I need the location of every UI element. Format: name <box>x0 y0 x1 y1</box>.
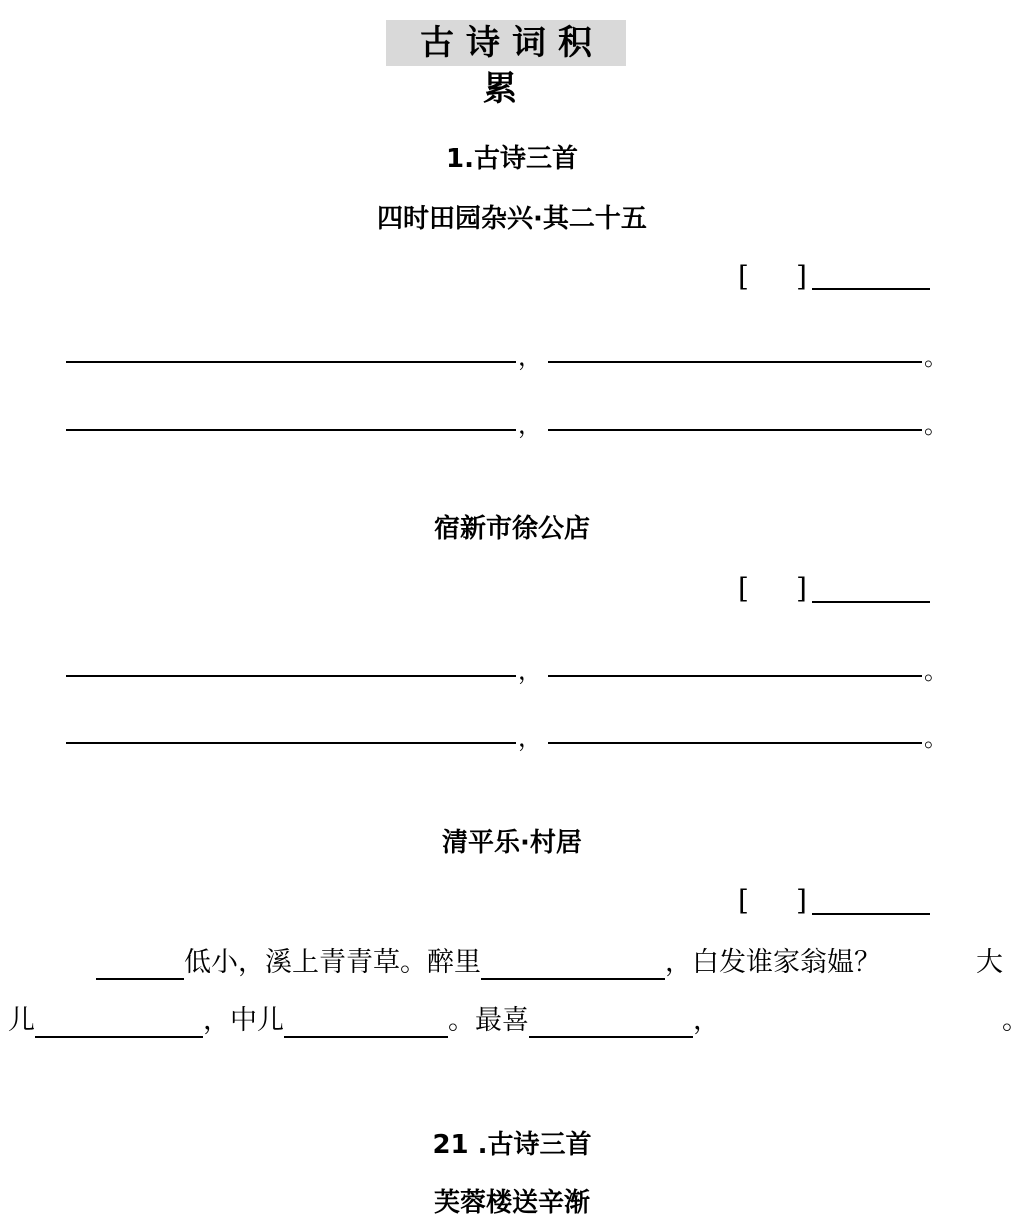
lesson-heading: 1.古诗三首 <box>446 144 578 174</box>
verse-blank[interactable] <box>548 429 922 431</box>
dynasty-bracket-close: ] <box>796 884 807 917</box>
dynasty-bracket-open: [ <box>738 572 749 605</box>
fill-text: 大 <box>976 947 1003 978</box>
author-blank[interactable] <box>812 913 930 915</box>
dynasty-bracket-open: [ <box>738 884 749 917</box>
fill-blank[interactable] <box>529 1008 693 1038</box>
fill-blank[interactable] <box>96 950 184 980</box>
poem-title: 宿新市徐公店 <box>433 514 590 544</box>
comma: ， <box>518 343 542 371</box>
author-blank[interactable] <box>812 288 930 290</box>
dynasty-bracket-close: ] <box>796 572 807 605</box>
fill-text: 低小，溪上青青草。醉里 <box>184 947 481 978</box>
period: 。 <box>924 657 948 685</box>
dynasty-bracket-open: [ <box>738 260 749 293</box>
verse-blank[interactable] <box>548 742 922 744</box>
verse-blank[interactable] <box>66 675 516 677</box>
fill-blank[interactable] <box>35 1008 203 1038</box>
fill-line-2 <box>8 1004 720 1038</box>
fill-text: 。 <box>1002 1005 1029 1036</box>
fill-text: ，白发谁家翁媪？ <box>665 947 881 978</box>
fill-text: ，中儿 <box>203 1005 284 1036</box>
lesson-heading: 21 .古诗三首 <box>432 1130 592 1160</box>
fill-text: 。最喜 <box>448 1005 529 1036</box>
poem-title: 四时田园杂兴·其二十五 <box>377 204 647 234</box>
author-blank[interactable] <box>812 601 930 603</box>
dynasty-bracket-close: ] <box>796 260 807 293</box>
comma: ， <box>518 411 542 439</box>
fill-text: ， <box>693 1005 720 1036</box>
verse-blank[interactable] <box>66 429 516 431</box>
period: 。 <box>924 724 948 752</box>
fill-text: 儿 <box>8 1005 35 1036</box>
comma: ， <box>518 724 542 752</box>
poem-title: 清平乐·村居 <box>442 828 582 858</box>
period: 。 <box>924 411 948 439</box>
verse-blank[interactable] <box>66 742 516 744</box>
page-title: 古诗词积累 <box>386 20 626 66</box>
fill-line-1 <box>96 946 881 980</box>
fill-blank[interactable] <box>284 1008 448 1038</box>
verse-blank[interactable] <box>548 675 922 677</box>
comma: ， <box>518 657 542 685</box>
verse-blank[interactable] <box>66 361 516 363</box>
poem-title: 芙蓉楼送辛渐 <box>433 1188 590 1218</box>
fill-blank[interactable] <box>481 950 665 980</box>
period: 。 <box>924 343 948 371</box>
verse-blank[interactable] <box>548 361 922 363</box>
